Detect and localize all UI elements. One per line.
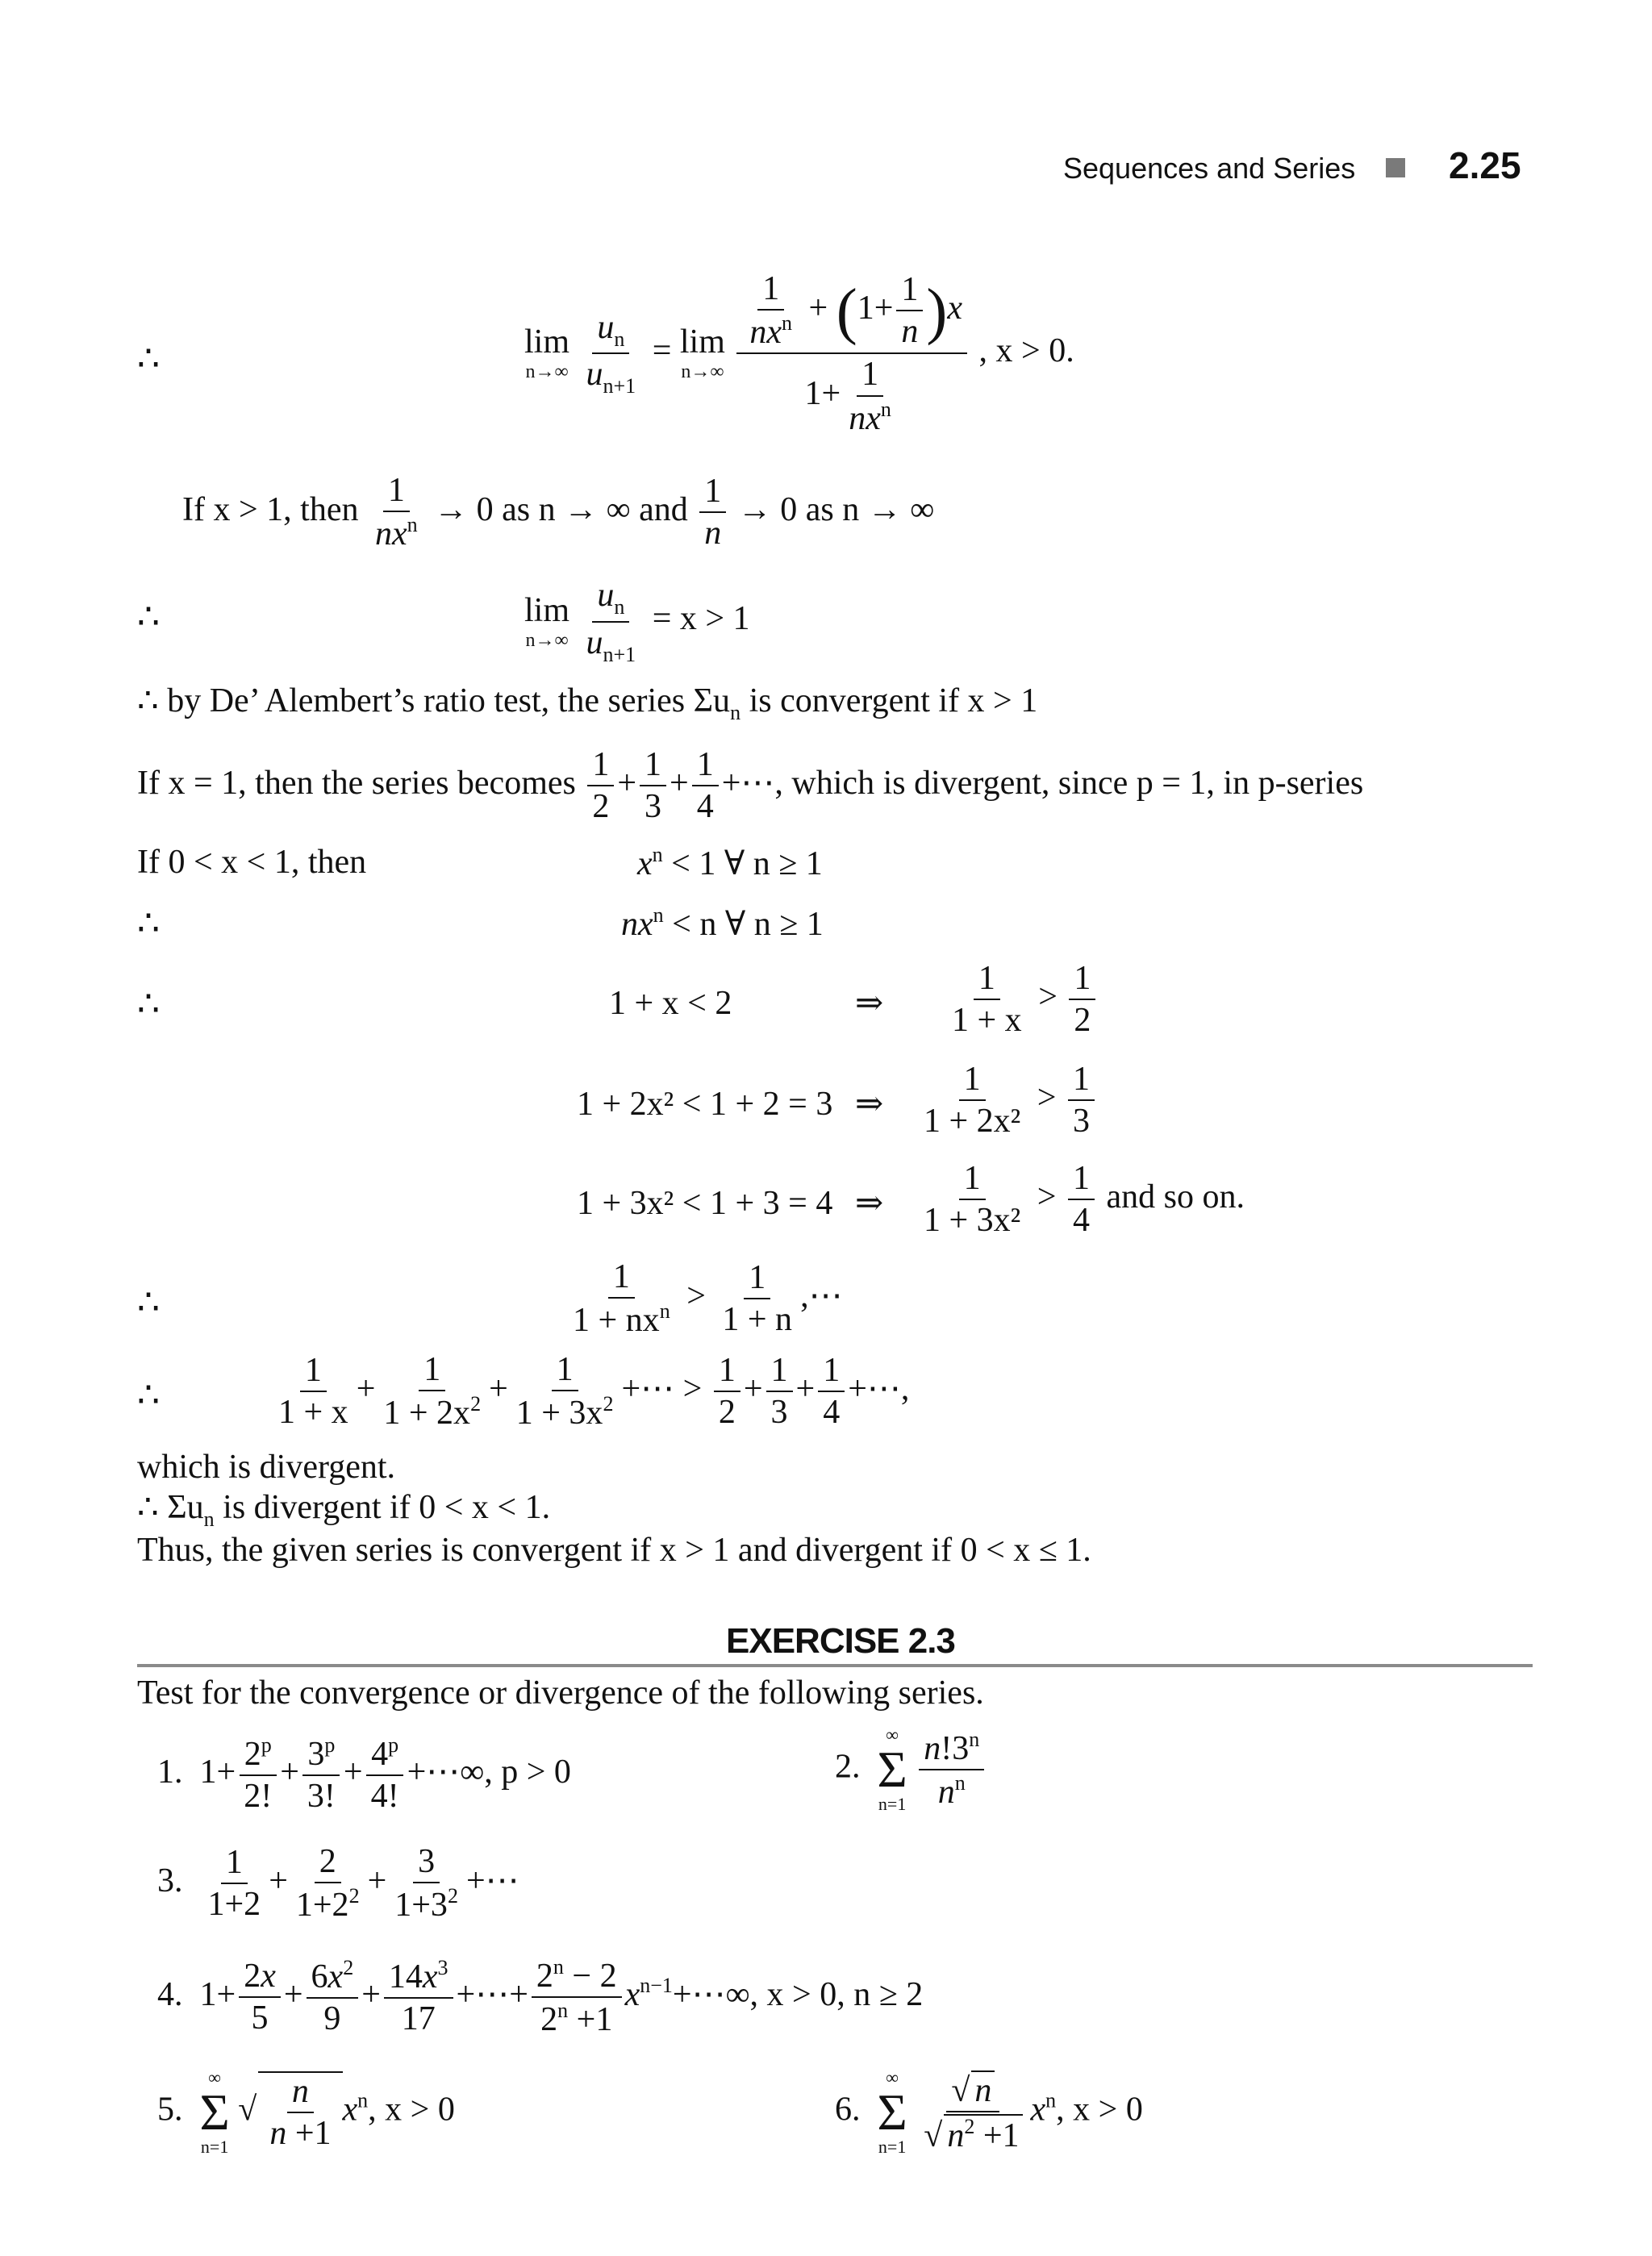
row-b-right: $\frac{1}{\text{1 + 2x²}}$ > $\frac{1}{3}$ xyxy=(916,1061,1098,1140)
row-c-implies: ⇒ xyxy=(855,1185,884,1222)
row-b-implies: ⇒ xyxy=(855,1086,884,1123)
ratio-fraction: $\frac{u_n}{u_{n+1}}$ xyxy=(586,308,636,398)
therefore-symbol-2: ∴ xyxy=(137,597,160,636)
if-0-x-1-line: If 0 < x < 1, then xyxy=(137,844,367,881)
exercise-item-2: 2. ∞ Σ n=1 $\frac{n!3^n}{n^n}$ xyxy=(835,1726,987,1813)
header-square-icon xyxy=(1386,158,1405,177)
exercise-item-6: 6. ∞ Σ n=1 $\frac{√ n}{√ n^2 +1}$ $x^n$, x > 0 xyxy=(835,2067,1143,2157)
conclusion-line: Thus, the given series is convergent if x > 1 and divergent if 0 < x ≤ 1. xyxy=(137,1532,1091,1569)
sum-comparison: $\frac{1}{1 + x}$ + $\frac{1}{1 + 2x^2}$ + $\frac{1}{1 + 3x^2}$ +⋯ > $\frac{1}{2}$ + $\frac{1}{3}$ + $\frac{1}{4}$ +⋯, xyxy=(278,1351,910,1432)
therefore-symbol-3: ∴ xyxy=(137,903,160,943)
row-a-right: $\frac{1}{1 + x}$ > $\frac{1}{2}$ xyxy=(944,960,1099,1039)
row-c-left: 1 + 3x² < 1 + 3 = 4 xyxy=(577,1185,833,1222)
exercise-item-3: 3. $\frac{1}{1+2}$ + $\frac{2}{1+2^2}$ + $\frac{3}{1+3^2}$ +⋯ xyxy=(157,1843,519,1924)
therefore-symbol: ∴ xyxy=(137,339,160,378)
therefore-symbol-6: ∴ xyxy=(137,1375,160,1415)
page-number: 2.25 xyxy=(1449,144,1521,186)
exercise-item-5: 5. ∞ Σ n=1 √ $\frac{n}{n +1}$ $x^n$, x > 0 xyxy=(157,2067,455,2157)
therefore-symbol-5: ∴ xyxy=(137,1282,160,1322)
if-x-gt-1-line: If x > 1, then $\frac{1}{nx^n}$ → 0 as n → ∞ and $\frac{1}{n}$ → 0 as n → ∞ xyxy=(182,472,935,553)
exercise-rule xyxy=(137,1664,1533,1667)
ratio-test-line: ∴ by De’ Alembert’s ratio test, the series $\Sigma u_n$ is convergent if x > 1 xyxy=(137,682,1038,724)
row-c-right: $\frac{1}{\text{1 + 3x²}}$ > $\frac{1}{4}$ and so on. xyxy=(924,1160,1245,1240)
sum-divergent-line: ∴ $\Sigma u_n$ is divergent if 0 < x < 1. xyxy=(137,1489,551,1531)
row-a-implies: ⇒ xyxy=(855,985,884,1022)
inequality-2: $nx^n < n$ ∀ n ≥ 1 xyxy=(621,903,824,943)
lim-operator: lim n→∞ xyxy=(524,323,570,383)
general-term-inequality: $\frac{1}{1 + nx^n}$ > $\frac{1}{1 + n}$ ,⋯ xyxy=(573,1258,843,1340)
limit-ratio-equation: lim n→∞ $\frac{u_n}{u_{n+1}}$ = lim n→∞ $\frac{1}{nx^n}$ + (1+ $\frac{1}{n}$ )x 1+ $\frac{1}{nx^n}$ , x > 0. xyxy=(524,270,1074,437)
exercise-item-1: 1. 1+ $\frac{2^p}{2!}$ + $\frac{3^p}{3!}$ + $\frac{4^p}{4!}$ +⋯∞, p > 0 xyxy=(157,1733,571,1816)
running-title: Sequences and Series xyxy=(1063,152,1356,185)
which-divergent: which is divergent. xyxy=(137,1449,396,1486)
exercise-item-4: 4. 1+ $\frac{2x}{5}$ + $\frac{6x^2}{9}$ + $\frac{14x^3}{17}$ +⋯+ $\frac{2^n - 2}{2^n +1}$ $x^{n-1}+\cdots\infty$, x > 0, n ≥ 2 xyxy=(157,1955,924,2039)
inequality-1: $x^n < 1$ ∀ n ≥ 1 xyxy=(637,843,823,882)
exercise-intro: Test for the convergence or divergence of the following series. xyxy=(137,1674,984,1712)
if-x-eq-1-line: If x = 1, then the series becomes $\frac{1}{2}$ + $\frac{1}{3}$ + $\frac{1}{4}$ +⋯, which is divergent, since p = 1, in p-series xyxy=(137,746,1364,826)
exercise-title: EXERCISE 2.3 xyxy=(726,1621,955,1661)
lim-operator-2: lim n→∞ xyxy=(679,323,725,383)
row-a-left: 1 + x < 2 xyxy=(609,985,732,1022)
big-fraction: $\frac{1}{nx^n}$ + (1+ $\frac{1}{n}$ )x 1+ $\frac{1}{nx^n}$ xyxy=(736,270,967,437)
limit-result: lim n→∞ $\frac{u_n}{u_{n+1}}$ = x > 1 xyxy=(524,577,750,666)
therefore-symbol-4: ∴ xyxy=(137,984,160,1024)
row-b-left: 1 + 2x² < 1 + 2 = 3 xyxy=(577,1086,833,1123)
